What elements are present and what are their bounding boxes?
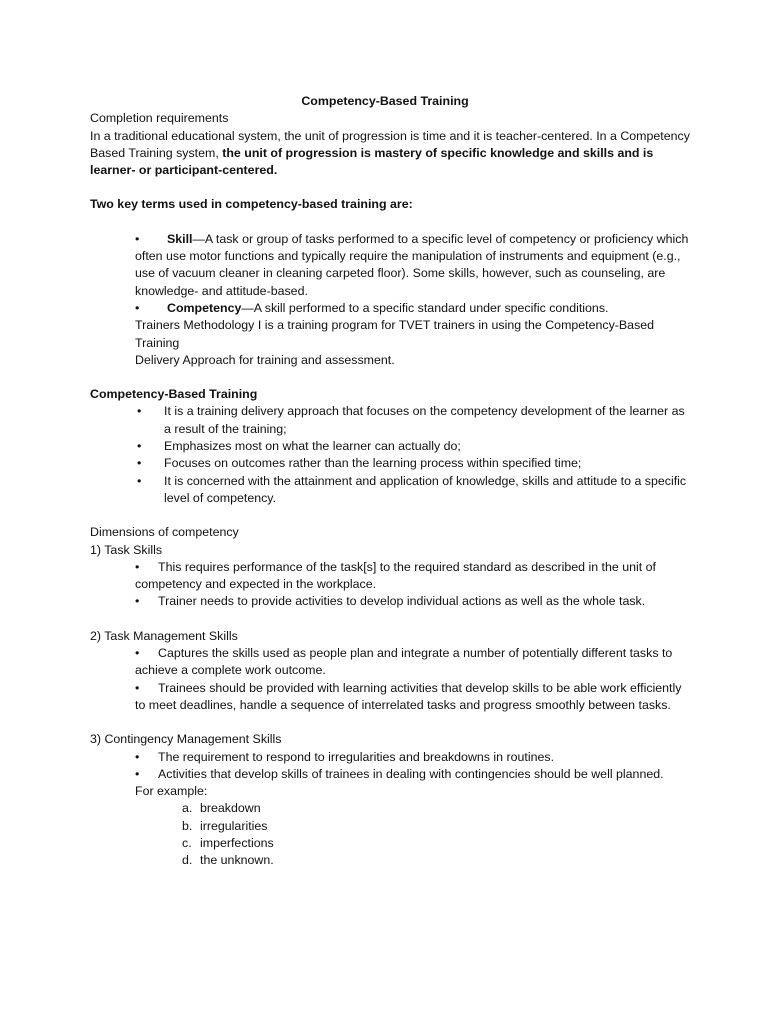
task-skills-heading: 1) Task Skills: [90, 542, 163, 557]
example-text: irregularities: [200, 818, 268, 833]
cbt-list-item: [90, 403, 690, 438]
task-skills-item-text: This requires performance of the task[s] to the required standard as described in the unit of competency and expected in the workplace.: [135, 559, 656, 592]
delivery-approach-line: Delivery Approach for training and assessment.: [135, 352, 395, 367]
cbt-item-text: It is a training delivery approach that focuses on the competency development of the learner as a result of the training;: [164, 404, 685, 436]
document-page: [90, 93, 690, 870]
bullet-icon: •: [135, 231, 140, 246]
example-item: [90, 818, 690, 835]
bullet-icon: •: [135, 300, 140, 315]
cbt-list-item: [90, 473, 690, 508]
for-example-label: For example:: [135, 784, 208, 799]
task-skills-item-text: Trainer needs to provide activities to develop individual actions as well as the whole task.: [158, 594, 646, 609]
example-item: [90, 835, 690, 852]
example-text: imperfections: [200, 835, 274, 850]
example-item: [90, 800, 690, 817]
skill-term: Skill: [167, 231, 193, 246]
document-title: Competency-Based Training: [301, 94, 469, 108]
completion-requirements: Completion requirements: [90, 111, 229, 126]
dimensions-heading: Dimensions of competency: [90, 525, 239, 540]
intro-plain-text: In a traditional educational system, the unit of progression is time and it is teacher-centered. In a Competency Based Training system,: [90, 128, 690, 160]
competency-definition: [90, 300, 690, 317]
example-marker: a.: [182, 801, 193, 816]
contingency-heading: 3) Contingency Management Skills: [90, 732, 282, 747]
contingency-item-text: Activities that develop skills of trainees in dealing with contingencies should be well planned.: [158, 766, 664, 781]
example-marker: c.: [182, 835, 192, 850]
bullet-icon: •: [135, 766, 140, 781]
example-marker: b.: [182, 818, 193, 833]
task-skills-item: [90, 593, 690, 610]
skill-definition: [90, 231, 690, 300]
bullet-icon: •: [135, 749, 140, 764]
competency-term: Competency: [167, 300, 242, 315]
task-skills-item: [90, 559, 690, 594]
bullet-icon: •: [137, 439, 142, 454]
bullet-icon: •: [135, 646, 140, 661]
example-text: breakdown: [200, 801, 261, 816]
cbt-heading: Competency-Based Training: [90, 387, 258, 402]
task-management-item: [90, 645, 690, 680]
cbt-item-text: Emphasizes most on what the learner can actually do;: [164, 439, 461, 454]
contingency-item: [90, 766, 690, 783]
task-management-heading: 2) Task Management Skills: [90, 628, 238, 643]
task-management-item-text: Trainees should be provided with learning activities that develop skills to be able work efficiently to meet deadlines, handle a sequence of interrelated tasks and progress smoothly between tasks.: [135, 680, 682, 712]
trainers-methodology-line: Trainers Methodology I is a training program for TVET trainers in using the Competency-Based Training: [135, 318, 655, 350]
cbt-list-item: [90, 438, 690, 455]
bullet-icon: •: [137, 404, 142, 419]
bullet-icon: •: [135, 559, 140, 574]
bullet-icon: •: [137, 473, 142, 488]
contingency-item-text: The requirement to respond to irregularities and breakdowns in routines.: [158, 749, 555, 764]
competency-def: —A skill performed to a specific standard under specific conditions.: [241, 300, 609, 315]
task-management-item: [90, 680, 690, 715]
cbt-item-text: Focuses on outcomes rather than the learning process within specified time;: [164, 456, 582, 471]
bullet-icon: •: [135, 680, 140, 695]
example-text: the unknown.: [200, 853, 274, 868]
contingency-item: [90, 749, 690, 766]
intro-paragraph: [90, 128, 690, 180]
task-management-item-text: Captures the skills used as people plan and integrate a number of potentially different tasks to achieve a complete work outcome.: [135, 646, 673, 678]
cbt-item-text: It is concerned with the attainment and application of knowledge, skills and attitude to a specific level of competency.: [164, 473, 687, 505]
intro-bold-text: the unit of progression is mastery of specific knowledge and skills and is learner- or participant-centered.: [90, 145, 654, 178]
bullet-icon: •: [137, 456, 142, 471]
cbt-list-item: [90, 455, 690, 472]
skill-def: —A task or group of tasks performed to a specific level of competency or proficiency which often use motor functions and typically require the manipulation of instruments and equipment (e.g., use of vacuum cleaner in cleaning carpeted floor). Some skills, however, such as counseling, are knowledge- and attitude-based.: [135, 231, 689, 298]
example-marker: d.: [182, 853, 193, 868]
example-item: [90, 852, 690, 869]
key-terms-heading: Two key terms used in competency-based training are:: [90, 197, 413, 212]
bullet-icon: •: [135, 594, 140, 609]
